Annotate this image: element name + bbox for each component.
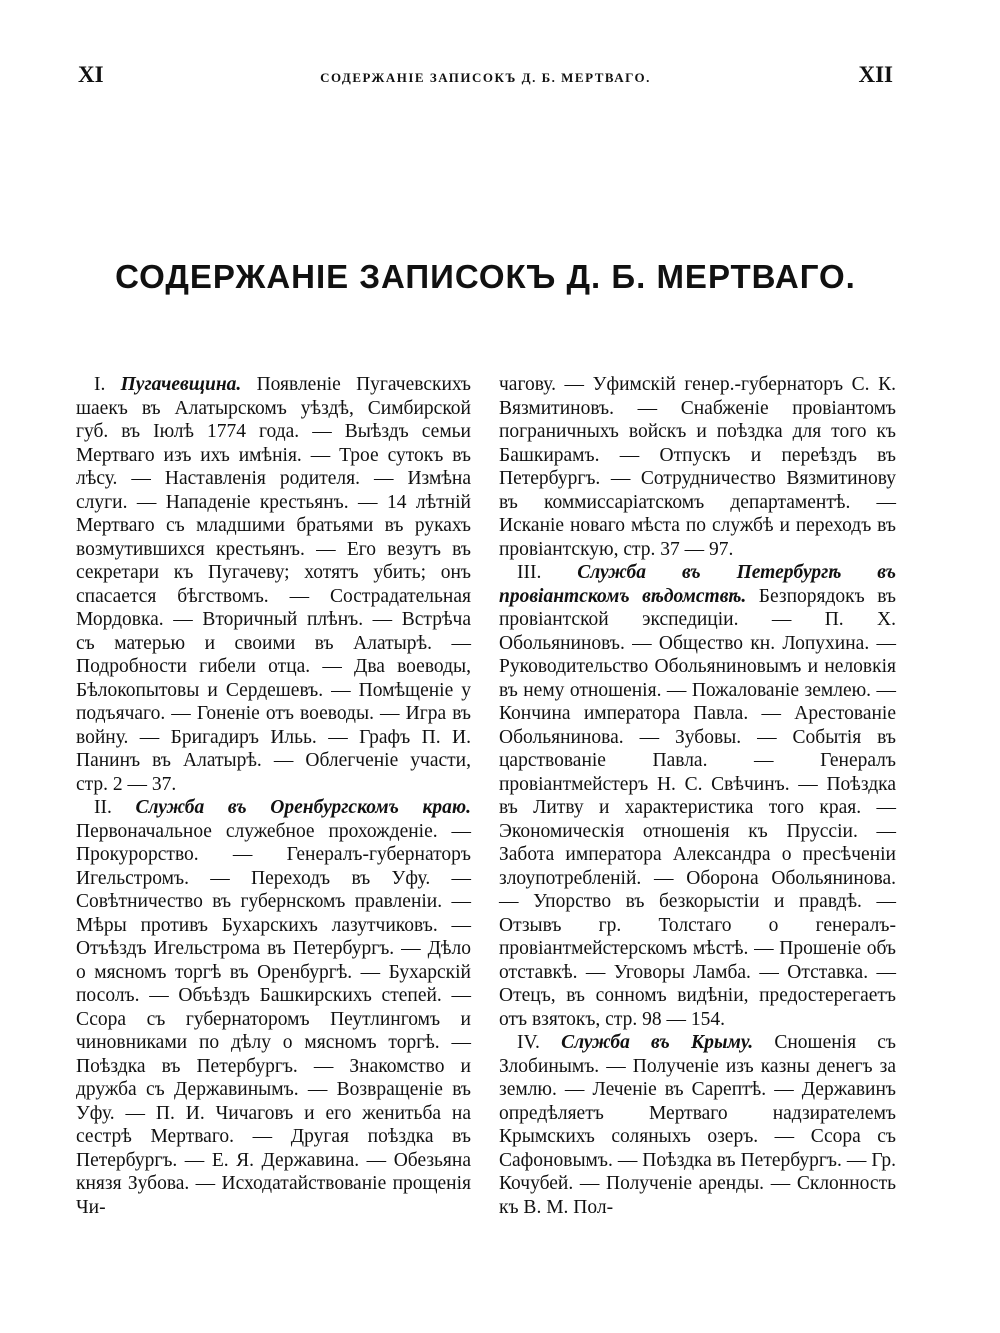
section-text: Безпорядокъ въ провіантской экспедиціи. — П. Х. Обольяниновъ. — Общество кн. Лопухина. — Руководительство Обольяниновымъ и неловкія въ нему отношенія. — Пожалованіе землею. — Кончина императора Павла. — Арестованіе Обольянинова. — Зубовы. — Событія въ царствованіе Павла. — Генералъ провіантмейстеръ Н. С. Свѣчинъ. — Поѣздка въ Литву и характеристика того края. — Экономическія отношенія къ Пруссіи. — Забота императора Александра о пресѣченіи злоупотребленій. — Оборона Обольянинова. — Упорство въ безкорыстіи и правдѣ. — Отзывъ гр. Толстаго о генералъ-провіантмейстерскомъ мѣстѣ. — Прошеніе объ отставкѣ. — Уговоры Ламба. — Отставка. — Отецъ, въ сонномъ видѣніи, предостерегаетъ отъ взятокъ, стр. 98 — 154. — [499, 585, 897, 1030]
section-text: Сношенія съ Злобинымъ. — Полученіе изъ казны денегъ за землю. — Леченіе въ Сарептѣ. — Державинъ опредѣляетъ Мертваго надзирателемъ Крымскихъ соляныхъ озеръ. — Ссора съ Сафоновымъ. — Поѣздка въ Петербургъ. — Гр. Кочубей. — Полученіе аренды. — Склонность къ В. М. Пол- — [499, 1032, 896, 1218]
chapter-title: СОДЕРЖАНІЕ ЗАПИСОКЪ Д. Б. МЕРТВАГО. — [115, 258, 856, 295]
page-number-left: XI — [78, 62, 104, 87]
running-header — [78, 62, 893, 102]
left-column — [76, 373, 471, 1219]
section-number: IV. — [517, 1032, 540, 1053]
section-2-continued — [499, 373, 896, 561]
section-text: чагову. — Уфимскій генер.-губернаторъ С. К. Вязмитиновъ. — Снабженіе провіантомъ пограничныхъ войскъ и поѣздка для того къ Башкирамъ. — Отпускъ и переѣздъ въ Петербургъ. — Сотрудничество Вязмитинову въ коммиссаріатскомъ департаментѣ. — Исканіе новаго мѣста по службѣ и переходъ въ провіантскую, стр. 37 — 97. — [499, 374, 896, 560]
right-column — [499, 373, 896, 1219]
section-title: Служба въ Оренбургскомъ краю. — [135, 797, 471, 818]
section-number: I. — [94, 374, 106, 395]
page-number-right: XII — [858, 62, 893, 87]
section-4 — [499, 1031, 896, 1219]
section-title: Служба въ Петербургѣ въ провіантскомъ вѣдомствѣ. — [499, 562, 896, 607]
section-number: III. — [517, 562, 542, 583]
section-number: II. — [94, 797, 112, 818]
section-text: Появленіе Пугачевскихъ шаекъ въ Алатырскомъ уѣздѣ, Симбирской губ. въ Іюлѣ 1774 года. — Выѣздъ семьи Мертваго изъ ихъ имѣнія. — Трое сутокъ въ лѣсу. — Наставленія родителя. — Измѣна слуги. — Нападеніе крестьянъ. — 14 лѣтній Мертваго съ младшими братьями въ рукахъ возмутившихся крестьянъ. — Его везутъ въ секретари къ Пугачеву; хотятъ убить; онъ спасается бѣгствомъ. — Сострадательная Мордовка. — Вторичный плѣнъ. — Встрѣча съ матерью и своими въ Алатырѣ. — Подробности гибели отца. — Два воеводы, Бѣлокопытовы и Сердешевъ. — Помѣщеніе у подъячаго. — Гоненіе отъ воеводы. — Игра въ войну. — Бригадиръ Ильь. — Графъ П. И. Панинъ въ Алатырѣ. — Облегченіе участи, стр. 2 — 37. — [76, 374, 472, 795]
section-2 — [76, 796, 471, 1219]
section-3 — [499, 561, 896, 1031]
section-title: Пугачевщина. — [120, 374, 242, 395]
section-1 — [76, 373, 471, 796]
running-title: СОДЕРЖАНІЕ ЗАПИСОКЪ Д. Б. МЕРТВАГО. — [320, 70, 651, 85]
section-text: Первоначальное служебное прохожденіе. — Прокурорство. — Генералъ-губернаторъ Игельстромъ. — Переходъ въ Уфу. — Совѣтничество въ губернскомъ правленіи. — Мѣры противъ Бухарскихъ лазутчиковъ. — Отъѣздъ Игельстрома въ Петербургъ. — Дѣло о мясномъ торгѣ въ Оренбургѣ. — Бухарскій посолъ. — Объѣздъ Башкирскихъ степей. — Ссора съ губернаторомъ Пеутлингомъ и чиновниками по дѣлу о мясномъ торгѣ. — Поѣздка въ Петербургъ. — Знакомство и дружба съ Державинымъ. — Возвращеніе въ Уфу. — П. И. Чичаговъ и его женитьба на сестрѣ Мертваго. — Другая поѣздка въ Петербургъ. — Е. Я. Державина. — Обезьяна князя Зубова. — Исходатайствованіе прощенія Чи- — [76, 820, 471, 1218]
section-title: Служба въ Крыму. — [561, 1032, 754, 1053]
